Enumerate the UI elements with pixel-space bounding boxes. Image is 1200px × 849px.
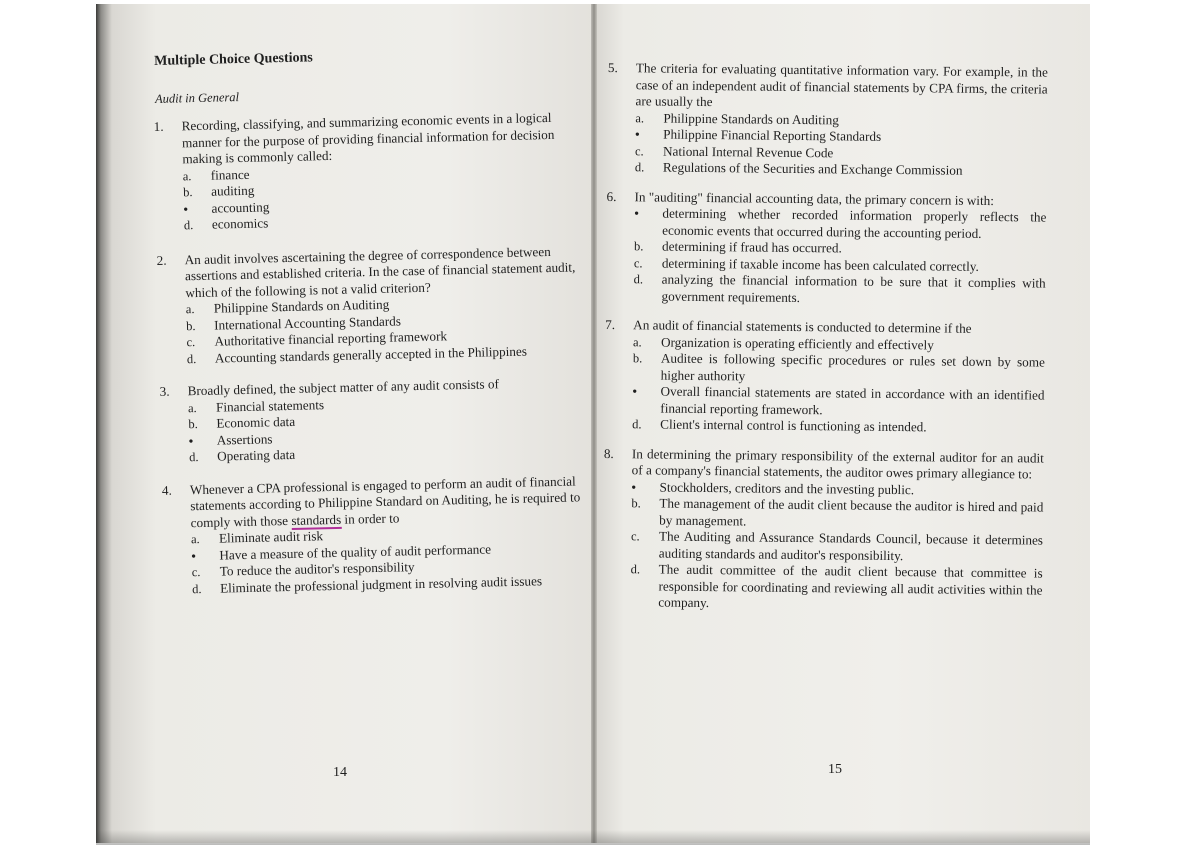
- question-text: An audit involves ascertaining the degree of correspondence between assertions and established criteria. In the case of financial statement audit, which of the following is not a valid criterion?: [184, 243, 576, 300]
- option-letter: d.: [633, 272, 644, 287]
- question-text: In determining the primary responsibility of the external auditor for an audit of a company's financial statements, the auditor owes primary allegiance to:: [631, 445, 1044, 482]
- option-text: determining whether recorded information properly reflects the economic events that occurred during the accounting period.: [662, 205, 1047, 241]
- question-1: [153, 109, 586, 234]
- option-text: Accounting standards generally accepted in the Philippines: [214, 343, 528, 366]
- question-text: The criteria for evaluating quantitative information vary. For example, in the case of an independent audit of financial statements by CPA firms, the criteria are usually the: [635, 60, 1048, 110]
- question-number: 5.: [607, 60, 618, 76]
- option-text: Stockholders, creditors and the investing public.: [659, 479, 915, 497]
- option-text: Overall financial statements are stated in accordance with an identified financial reporting framework.: [660, 383, 1045, 417]
- question-5: [607, 60, 1048, 180]
- option-c: [631, 528, 1043, 565]
- option-text: Organization is operating efficiently and effectively: [660, 334, 934, 352]
- option-text: International Accounting Standards: [213, 312, 402, 333]
- option-letter: a.: [185, 302, 195, 317]
- option-letter: b.: [631, 496, 641, 511]
- option-text: auditing: [210, 182, 255, 199]
- option-a-marked: [634, 205, 1046, 242]
- option-text: Authoritative financial reporting framework: [214, 328, 448, 349]
- option-letter: b.: [186, 318, 196, 333]
- option-d: [632, 416, 1044, 437]
- option-letter: d.: [191, 581, 202, 596]
- question-number: 2.: [156, 252, 167, 268]
- option-text: Eliminate the professional judgment in resolving audit issues: [219, 572, 543, 596]
- question-text-part: Whenever a CPA professional is engaged to perform an audit of financial statements according to Philippine Standard on Auditing, he is required to comply with those: [189, 473, 581, 530]
- option-letter: b.: [632, 351, 643, 366]
- answer-mark: •: [632, 384, 637, 399]
- option-text: accounting: [211, 198, 270, 216]
- option-b: [633, 350, 1045, 387]
- question-number: 1.: [153, 118, 164, 134]
- option-text: determining if fraud has occurred.: [661, 238, 842, 256]
- question-number: 8.: [603, 445, 614, 461]
- option-letter: b.: [633, 239, 644, 254]
- section-heading: Multiple Choice Questions: [153, 50, 313, 69]
- question-number: 4.: [161, 482, 172, 498]
- option-letter: d.: [634, 160, 645, 175]
- option-text: Regulations of the Securities and Exchange Commission: [662, 159, 963, 178]
- page-number-left: 14: [333, 765, 347, 780]
- left-page-content: [152, 44, 595, 611]
- answer-mark: •: [634, 206, 639, 221]
- option-text: The Auditing and Assurance Standards Council, because it determines auditing standards and auditor's responsibility.: [658, 528, 1044, 563]
- answer-mark: •: [631, 479, 636, 494]
- option-b: [631, 495, 1043, 532]
- right-page-content: [602, 60, 1048, 628]
- option-letter: c.: [633, 255, 643, 270]
- question-text: In "auditing" financial accounting data, the primary concern is with:: [634, 188, 995, 208]
- option-letter: d.: [186, 351, 197, 366]
- option-letter: c.: [634, 143, 644, 158]
- option-letter: d.: [183, 218, 194, 233]
- option-letter: b.: [182, 185, 193, 200]
- question-2: [157, 243, 590, 368]
- highlighted-word: standards: [291, 511, 342, 528]
- option-text: To reduce the auditor's responsibility: [219, 559, 415, 579]
- book-gutter: [591, 4, 597, 843]
- option-letter: a.: [187, 400, 197, 415]
- option-letter: c.: [186, 335, 196, 350]
- answer-mark: •: [183, 201, 189, 216]
- answer-mark: •: [188, 433, 194, 448]
- option-text: Philippine Standards on Auditing: [663, 110, 839, 127]
- answer-mark: •: [191, 548, 196, 563]
- option-text: National Internal Revenue Code: [662, 143, 834, 160]
- question-3: [159, 374, 591, 466]
- option-text: Auditee is following specific procedures or rules set down by some higher authority: [660, 350, 1045, 383]
- question-text-part: in order to: [340, 510, 400, 527]
- question-number: 7.: [605, 316, 616, 333]
- option-letter: a.: [190, 532, 200, 547]
- option-text: Financial statements: [215, 396, 325, 415]
- option-text: Assertions: [216, 430, 273, 448]
- question-7: [604, 317, 1045, 437]
- option-text: analyzing the financial information to be sure that it complies with government requirements.: [661, 271, 1046, 305]
- option-d: [630, 561, 1042, 615]
- page-bottom-shadow: [96, 830, 1090, 845]
- option-text: Operating data: [216, 446, 296, 464]
- option-text: determining if taxable income has been calculated correctly.: [661, 255, 979, 274]
- option-letter: a.: [182, 168, 192, 183]
- option-d: [635, 159, 1047, 180]
- option-letter: d.: [632, 417, 642, 432]
- option-text: finance: [210, 166, 250, 183]
- option-letter: c.: [630, 529, 640, 544]
- option-c-marked: [632, 383, 1044, 420]
- question-text: Recording, classifying, and summarizing economic events in a logical manner for the purpose of providing financial information for decision making is commonly called:: [181, 109, 555, 167]
- question-text: An audit of financial statements is conducted to determine if the: [633, 317, 972, 336]
- question-text: Broadly defined, the subject matter of any audit consists of: [187, 376, 500, 399]
- question-4: [162, 473, 595, 598]
- option-text: Economic data: [216, 413, 296, 431]
- option-letter: d.: [630, 562, 641, 577]
- question-number: 6.: [606, 188, 617, 204]
- option-letter: b.: [188, 417, 198, 432]
- section-subheading: Audit in General: [154, 89, 240, 106]
- page-number-right: 15: [828, 762, 842, 777]
- question-text: [190, 473, 593, 532]
- option-text: The management of the audit client because the auditor is hired and paid by management.: [659, 495, 1044, 528]
- option-letter: a.: [632, 334, 642, 349]
- option-text: economics: [211, 215, 269, 232]
- option-letter: d.: [188, 450, 199, 465]
- option-text: Have a measure of the quality of audit performance: [219, 540, 492, 563]
- option-text: Eliminate audit risk: [218, 528, 324, 546]
- option-letter: c.: [191, 565, 201, 580]
- option-letter: a.: [635, 110, 645, 125]
- option-text: Client's internal control is functioning as intended.: [660, 416, 927, 435]
- option-d: [633, 271, 1045, 308]
- option-text: Philippine Financial Reporting Standards: [663, 126, 882, 144]
- option-text: The audit committee of the audit client because that committee is responsible for coordinating and reviewing all audit activities within the company.: [658, 561, 1043, 611]
- option-text: Philippine Standards on Auditing: [213, 296, 390, 316]
- answer-mark: •: [635, 127, 640, 142]
- question-6: [605, 188, 1046, 308]
- question-8: [602, 445, 1044, 615]
- question-number: 3.: [159, 383, 170, 399]
